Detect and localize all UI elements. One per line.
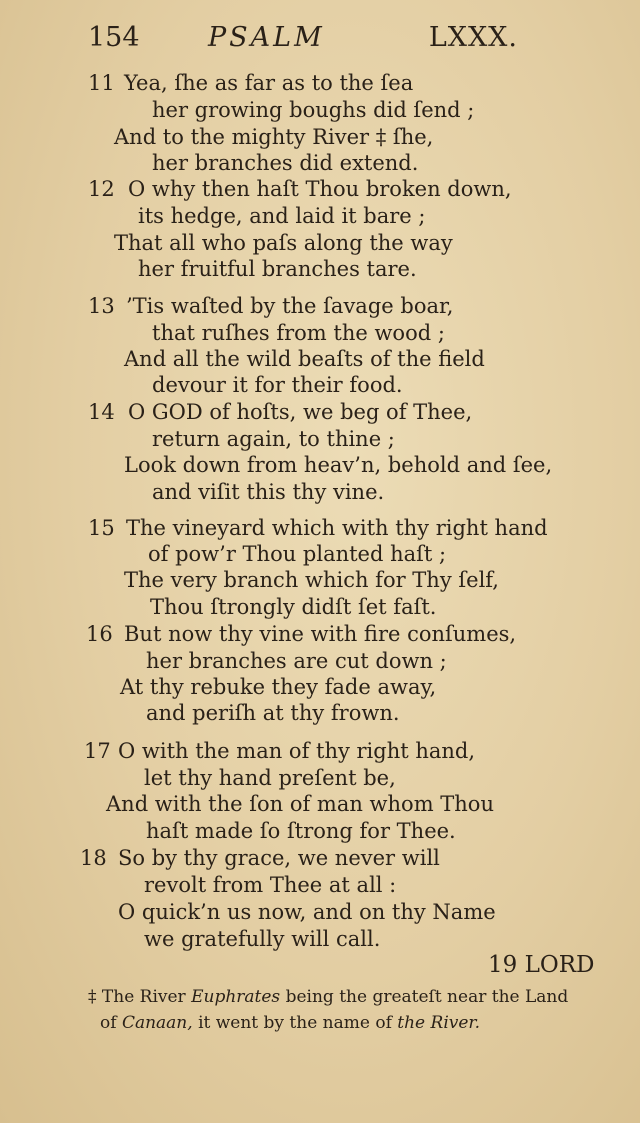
verse-line: And all the wild beaſts of the field <box>124 347 485 371</box>
verse-line: And with the ſon of man whom Thou <box>106 792 494 816</box>
page-header <box>88 22 528 58</box>
verse-line: of pow’r Thou planted haſt ; <box>148 542 447 566</box>
verse-line: return again, to thine ; <box>152 427 395 451</box>
verse-line: let thy hand preſent be, <box>144 766 396 790</box>
verse-line: But now thy vine with fire conſumes, <box>124 622 517 646</box>
verse-line: And to the mighty River ‡ ſhe, <box>114 125 434 149</box>
catchword: 19 LORD <box>488 952 595 978</box>
verse-number: 15 <box>88 516 115 540</box>
footnote-text: it went by the name of <box>198 1013 392 1033</box>
verse-line: Yea, ſhe as far as to the ſea <box>124 71 414 95</box>
verse-line: and viſit this thy vine. <box>152 480 385 504</box>
verse-line: The vineyard which with thy right hand <box>126 516 548 540</box>
verse-line: O why then haſt Thou broken down, <box>128 177 512 201</box>
footnote-italic-text: Canaan, <box>121 1013 193 1033</box>
verse-line: Thou ſtrongly didſt ſet faſt. <box>150 595 437 619</box>
footnote-mark: ‡ <box>88 987 97 1007</box>
verse-number: 14 <box>88 400 115 424</box>
verse-line: That all who paſs along the way <box>114 231 453 255</box>
page-number: 154 <box>88 22 140 53</box>
verse-line: her branches are cut down ; <box>146 649 447 673</box>
footnote-line-2 <box>100 1012 480 1034</box>
footnote-italic-text: Euphrates <box>191 987 281 1007</box>
footnote-text: of <box>100 1013 117 1033</box>
verse-line: we gratefully will call. <box>144 927 381 951</box>
verse-line: O GOD of hoſts, we beg of Thee, <box>128 400 473 424</box>
verse-line: its hedge, and laid it bare ; <box>138 204 426 228</box>
verse-line: her fruitful branches tare. <box>138 257 417 281</box>
verse-line: O quick’n us now, and on thy Name <box>118 900 496 924</box>
verse-line: So by thy grace, we never will <box>118 846 440 870</box>
verse-number: 13 <box>88 294 115 318</box>
verse-line: ’Tis waſted by the ſavage boar, <box>126 294 454 318</box>
verse-line: Look down from heav’n, behold and ſee, <box>124 453 553 477</box>
verse-line: revolt from Thee at all : <box>144 873 397 897</box>
verse-number: 16 <box>86 622 113 646</box>
verse-number: 12 <box>88 177 115 201</box>
verse-number: 11 <box>88 71 115 95</box>
psalm-number: LXXX. <box>428 22 518 53</box>
verse-line: devour it for their food. <box>152 373 403 397</box>
verse-line: her branches did extend. <box>152 151 419 175</box>
verse-line: At thy rebuke they fade away, <box>120 675 437 699</box>
footnote-text: being the greateſt near the Land <box>285 987 569 1007</box>
verse-line: haſt made ſo ſtrong for Thee. <box>146 819 456 843</box>
footnote-line-1 <box>88 986 568 1008</box>
verse-number: 17 <box>84 739 111 763</box>
verse-line: The very branch which for Thy ſelf, <box>124 568 499 592</box>
verse-line: her growing boughs did ſend ; <box>152 98 475 122</box>
verse-line: that ruſhes from the wood ; <box>152 321 445 345</box>
verse-line: O with the man of thy right hand, <box>118 739 476 763</box>
verse-line: and periſh at thy frown. <box>146 701 400 725</box>
running-title: PSALM <box>208 22 325 53</box>
footnote-text: The River <box>101 987 186 1007</box>
footnote-italic-text: the River. <box>397 1013 481 1033</box>
verse-number: 18 <box>80 846 107 870</box>
